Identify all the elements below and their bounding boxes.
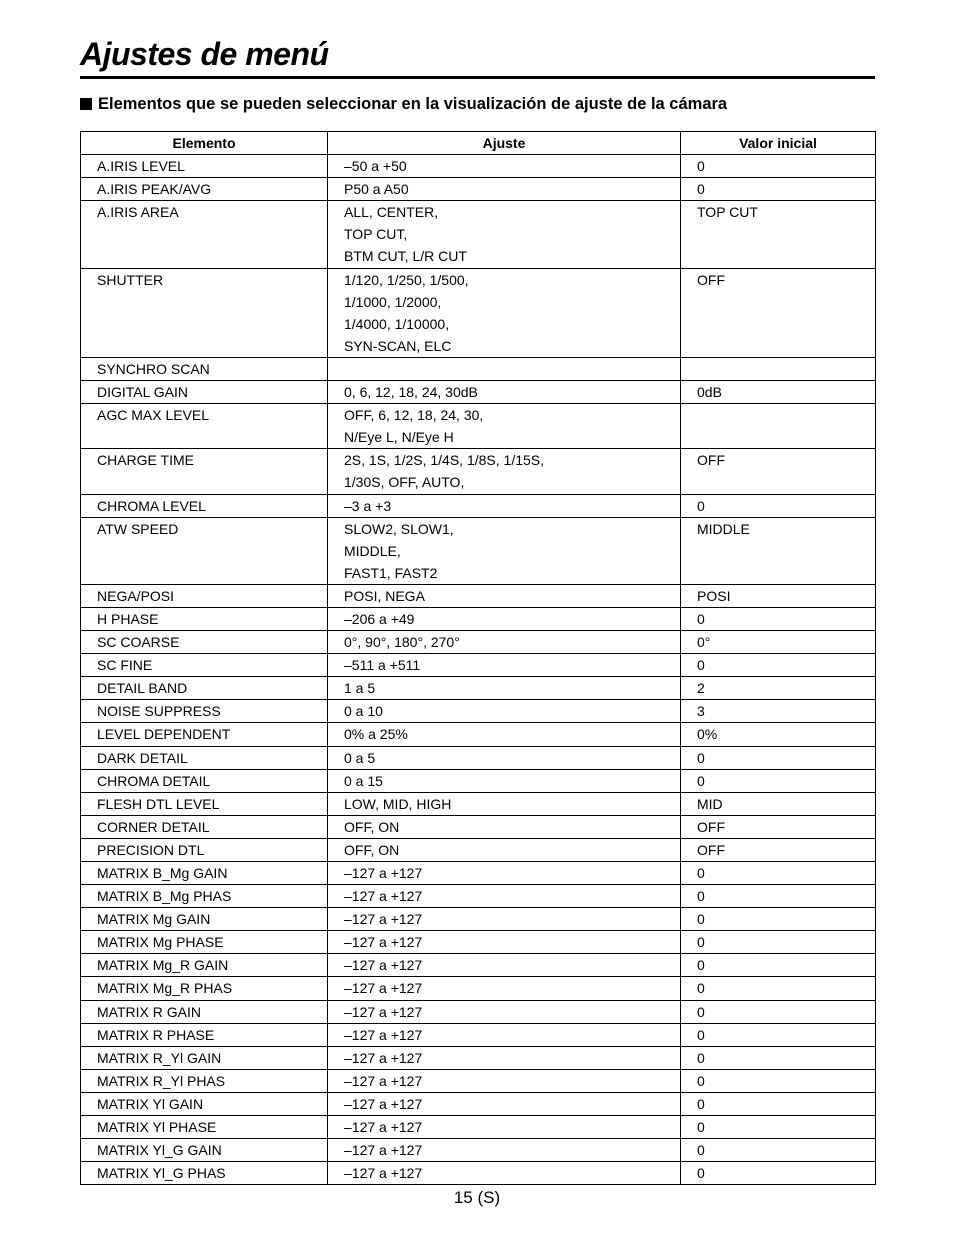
setting-cell — [328, 1092, 681, 1115]
item-cell: A.IRIS PEAK/AVG — [81, 178, 328, 201]
table-row — [81, 357, 876, 380]
table-row — [81, 838, 876, 861]
table-row — [81, 1139, 876, 1162]
initial-value-cell: 0 — [681, 885, 876, 908]
title-rule — [80, 76, 875, 79]
setting-cell — [328, 584, 681, 607]
item-cell: SC FINE — [81, 654, 328, 677]
setting-line: FAST1, FAST2 — [344, 564, 438, 581]
initial-value-cell: 0 — [681, 1092, 876, 1115]
item-cell: MATRIX Mg GAIN — [81, 908, 328, 931]
setting-cell — [328, 494, 681, 517]
setting-cell — [328, 1046, 681, 1069]
setting-line: OFF, 6, 12, 18, 24, 30, — [344, 407, 484, 424]
setting-cell — [328, 769, 681, 792]
initial-value-cell: 0% — [681, 723, 876, 746]
setting-line: 1/120, 1/250, 1/500, — [344, 271, 469, 288]
table-row — [81, 1046, 876, 1069]
item-cell: SC COARSE — [81, 631, 328, 654]
setting-cell — [328, 1069, 681, 1092]
initial-value-cell: OFF — [681, 268, 876, 357]
setting-cell — [328, 517, 681, 584]
table-row — [81, 908, 876, 931]
setting-line: 1 a 5 — [344, 680, 376, 697]
item-cell: NOISE SUPPRESS — [81, 700, 328, 723]
setting-line: LOW, MID, HIGH — [344, 795, 452, 812]
item-cell: PRECISION DTL — [81, 838, 328, 861]
setting-line: N/Eye L, N/Eye H — [344, 429, 454, 446]
item-cell: MATRIX Mg_R PHAS — [81, 977, 328, 1000]
table-row — [81, 954, 876, 977]
setting-line: OFF, ON — [344, 818, 400, 835]
item-cell: A.IRIS AREA — [81, 201, 328, 268]
item-cell: MATRIX R_Yl PHAS — [81, 1069, 328, 1092]
setting-line: –127 a +127 — [344, 1119, 423, 1136]
initial-value-cell: 2 — [681, 677, 876, 700]
setting-line: TOP CUT, — [344, 226, 408, 243]
item-cell: SYNCHRO SCAN — [81, 357, 328, 380]
item-cell: CHROMA DETAIL — [81, 769, 328, 792]
section-heading-text: Elementos que se pueden seleccionar en la visualización de ajuste de la cámara — [98, 95, 728, 113]
initial-value-cell: 0 — [681, 1069, 876, 1092]
setting-cell — [328, 862, 681, 885]
setting-line: BTM CUT, L/R CUT — [344, 248, 467, 265]
item-cell: FLESH DTL LEVEL — [81, 792, 328, 815]
setting-cell — [328, 885, 681, 908]
table-row — [81, 584, 876, 607]
table-row — [81, 607, 876, 630]
initial-value-cell: 0 — [681, 1162, 876, 1185]
setting-cell — [328, 723, 681, 746]
initial-value-cell: 0° — [681, 631, 876, 654]
table-body — [81, 155, 876, 1185]
setting-line: 0 a 10 — [344, 703, 383, 720]
setting-cell — [328, 654, 681, 677]
item-cell: NEGA/POSI — [81, 584, 328, 607]
table-row — [81, 1069, 876, 1092]
table-row — [81, 517, 876, 584]
initial-value-cell — [681, 357, 876, 380]
setting-line: SLOW2, SLOW1, — [344, 520, 454, 537]
table-row — [81, 178, 876, 201]
initial-value-cell: 0dB — [681, 381, 876, 404]
initial-value-cell: 0 — [681, 862, 876, 885]
black-square-icon — [80, 98, 92, 110]
setting-cell — [328, 677, 681, 700]
item-cell: MATRIX B_Mg GAIN — [81, 862, 328, 885]
setting-cell — [328, 607, 681, 630]
table-row — [81, 1023, 876, 1046]
setting-cell — [328, 838, 681, 861]
item-cell: CHROMA LEVEL — [81, 494, 328, 517]
setting-cell — [328, 1000, 681, 1023]
table-row — [81, 449, 876, 494]
setting-line: SYN-SCAN, ELC — [344, 337, 452, 354]
initial-value-cell: 0 — [681, 654, 876, 677]
item-cell: CORNER DETAIL — [81, 815, 328, 838]
item-cell: MATRIX Yl GAIN — [81, 1092, 328, 1115]
setting-line: 0, 6, 12, 18, 24, 30dB — [344, 384, 478, 401]
setting-line: –127 a +127 — [344, 888, 423, 905]
initial-value-cell: 0 — [681, 1046, 876, 1069]
setting-cell — [328, 1139, 681, 1162]
setting-line: POSI, NEGA — [344, 587, 425, 604]
item-cell: MATRIX Yl_G PHAS — [81, 1162, 328, 1185]
setting-cell — [328, 449, 681, 494]
item-cell: DARK DETAIL — [81, 746, 328, 769]
setting-cell — [328, 977, 681, 1000]
setting-cell — [328, 700, 681, 723]
page-title: Ajustes de menú — [80, 36, 329, 72]
item-cell: DIGITAL GAIN — [81, 381, 328, 404]
item-cell: ATW SPEED — [81, 517, 328, 584]
table-row — [81, 268, 876, 357]
settings-table — [80, 131, 876, 1185]
table-row — [81, 1000, 876, 1023]
table-row — [81, 769, 876, 792]
initial-value-cell: 0 — [681, 178, 876, 201]
initial-value-cell: 0 — [681, 1139, 876, 1162]
column-header-setting: Ajuste — [328, 132, 681, 155]
setting-line: –127 a +127 — [344, 980, 423, 997]
item-cell: MATRIX B_Mg PHAS — [81, 885, 328, 908]
table-row — [81, 746, 876, 769]
table-row — [81, 862, 876, 885]
setting-cell — [328, 155, 681, 178]
setting-cell — [328, 792, 681, 815]
setting-cell — [328, 908, 681, 931]
setting-cell — [328, 178, 681, 201]
setting-line: 0% a 25% — [344, 726, 408, 743]
initial-value-cell: OFF — [681, 449, 876, 494]
table-row — [81, 1116, 876, 1139]
item-cell: A.IRIS LEVEL — [81, 155, 328, 178]
column-header-initial: Valor inicial — [681, 132, 876, 155]
initial-value-cell: TOP CUT — [681, 201, 876, 268]
setting-line: –127 a +127 — [344, 1142, 423, 1159]
table-row — [81, 723, 876, 746]
initial-value-cell: 0 — [681, 607, 876, 630]
setting-line: P50 a A50 — [344, 181, 409, 198]
table-row — [81, 792, 876, 815]
initial-value-cell: 0 — [681, 746, 876, 769]
setting-line: –511 a +511 — [344, 657, 421, 674]
table-row — [81, 931, 876, 954]
table-row — [81, 201, 876, 268]
table-row — [81, 700, 876, 723]
initial-value-cell — [681, 404, 876, 449]
initial-value-cell: 3 — [681, 700, 876, 723]
table-row — [81, 815, 876, 838]
setting-line: –50 a +50 — [344, 158, 407, 175]
setting-cell — [328, 357, 681, 380]
initial-value-cell: 0 — [681, 494, 876, 517]
initial-value-cell: OFF — [681, 815, 876, 838]
initial-value-cell: MIDDLE — [681, 517, 876, 584]
setting-cell — [328, 1162, 681, 1185]
setting-line: –3 a +3 — [344, 497, 392, 514]
setting-line: –127 a +127 — [344, 865, 423, 881]
table-row — [81, 1162, 876, 1185]
setting-line: 2S, 1S, 1/2S, 1/4S, 1/8S, 1/15S, — [344, 452, 545, 469]
table-header-row — [81, 132, 876, 155]
item-cell: MATRIX Mg PHASE — [81, 931, 328, 954]
setting-line: 1/1000, 1/2000, — [344, 293, 442, 310]
table-row — [81, 381, 876, 404]
setting-cell — [328, 1023, 681, 1046]
setting-cell — [328, 201, 681, 268]
table-row — [81, 631, 876, 654]
table-row — [81, 404, 876, 449]
initial-value-cell: 0 — [681, 977, 876, 1000]
setting-line: 1/30S, OFF, AUTO, — [344, 474, 465, 491]
table-row — [81, 977, 876, 1000]
setting-line: –127 a +127 — [344, 1026, 423, 1043]
setting-line: 1/4000, 1/10000, — [344, 315, 450, 332]
setting-line: –127 a +127 — [344, 957, 423, 974]
initial-value-cell: 0 — [681, 931, 876, 954]
initial-value-cell: POSI — [681, 584, 876, 607]
setting-line: 0°, 90°, 180°, 270° — [344, 634, 460, 651]
item-cell: MATRIX Yl PHASE — [81, 1116, 328, 1139]
setting-cell — [328, 746, 681, 769]
setting-cell — [328, 931, 681, 954]
initial-value-cell: MID — [681, 792, 876, 815]
initial-value-cell: 0 — [681, 1116, 876, 1139]
item-cell: H PHASE — [81, 607, 328, 630]
table-row — [81, 494, 876, 517]
item-cell: MATRIX R PHASE — [81, 1023, 328, 1046]
item-cell: CHARGE TIME — [81, 449, 328, 494]
setting-cell — [328, 268, 681, 357]
setting-line: –127 a +127 — [344, 934, 423, 951]
initial-value-cell: 0 — [681, 155, 876, 178]
setting-line: –127 a +127 — [344, 1003, 423, 1020]
initial-value-cell: 0 — [681, 769, 876, 792]
setting-cell — [328, 631, 681, 654]
page-number: 15 (S) — [453, 1188, 501, 1207]
setting-line: –127 a +127 — [344, 1049, 423, 1066]
item-cell: AGC MAX LEVEL — [81, 404, 328, 449]
item-cell: MATRIX Mg_R GAIN — [81, 954, 328, 977]
table-row — [81, 155, 876, 178]
setting-line: ALL, CENTER, — [344, 204, 439, 221]
initial-value-cell: OFF — [681, 838, 876, 861]
setting-line: MIDDLE, — [344, 542, 401, 559]
setting-line: –127 a +127 — [344, 1095, 423, 1112]
item-cell: SHUTTER — [81, 268, 328, 357]
setting-cell — [328, 815, 681, 838]
setting-cell — [328, 404, 681, 449]
item-cell: MATRIX R_Yl GAIN — [81, 1046, 328, 1069]
item-cell: MATRIX Yl_G GAIN — [81, 1139, 328, 1162]
section-heading — [80, 93, 880, 115]
item-cell: MATRIX R GAIN — [81, 1000, 328, 1023]
initial-value-cell: 0 — [681, 1023, 876, 1046]
table-row — [81, 1092, 876, 1115]
setting-cell — [328, 381, 681, 404]
setting-line: –127 a +127 — [344, 1072, 423, 1089]
item-cell: DETAIL BAND — [81, 677, 328, 700]
setting-line: –206 a +49 — [344, 610, 415, 627]
setting-line: 0 a 15 — [344, 772, 383, 789]
initial-value-cell: 0 — [681, 1000, 876, 1023]
setting-line: –127 a +127 — [344, 911, 423, 928]
setting-cell — [328, 954, 681, 977]
setting-cell — [328, 1116, 681, 1139]
setting-line: OFF, ON — [344, 841, 400, 858]
table-row — [81, 677, 876, 700]
table-row — [81, 885, 876, 908]
item-cell: LEVEL DEPENDENT — [81, 723, 328, 746]
table-row — [81, 654, 876, 677]
setting-line: –127 a +127 — [344, 1165, 423, 1182]
initial-value-cell: 0 — [681, 954, 876, 977]
column-header-item: Elemento — [81, 132, 328, 155]
setting-line: 0 a 5 — [344, 749, 376, 766]
initial-value-cell: 0 — [681, 908, 876, 931]
setting-line — [344, 358, 676, 380]
